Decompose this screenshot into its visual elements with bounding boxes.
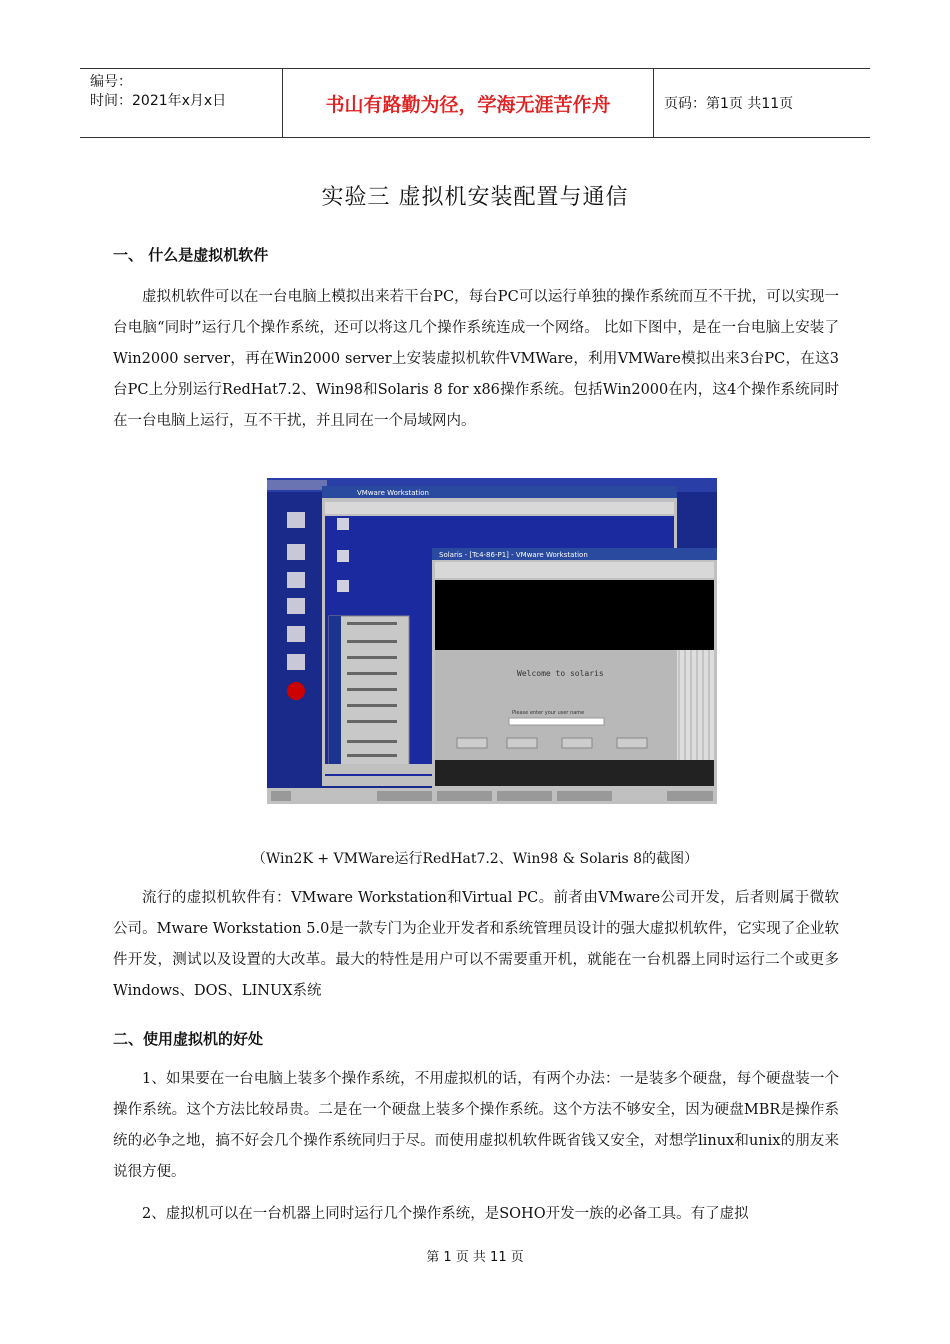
section2-heading: 二、使用虚拟机的好处 [113, 1030, 264, 1048]
page-footer: 第 1 页 共 11 页 [426, 1250, 524, 1265]
vm-window2-title: Solaris - [Tc4-86-P1] - VMware Workstation [439, 551, 588, 559]
header-meta [80, 69, 283, 137]
section2-item1-body: 1、如果要在一台电脑上装多个操作系统，不用虚拟机的话，有两个办法：一是装多个硬盘，每个硬盘装一个操作系统。这个方法比较昂贵。二是在一个硬盘上装多个操作系统。这个方法不够安全，因为硬盘MBR是操作系统的必争之地，搞不好会几个操作系统同归于尽。而使用虚拟机软件既省钱又安全，对想学linux和unix的朋友来说很方便。 [113, 1071, 839, 1180]
header-motto: 书山有路勤为径，学海无涯苦作舟 [283, 69, 654, 137]
header-table [80, 68, 870, 138]
time-label: 时间：2021年x月x日 [90, 93, 227, 109]
vm-window1-title: VMware Workstation [357, 489, 429, 497]
section2-item2-body: 2、虚拟机可以在一台机器上同时运行几个操作系统，是SOHO开发一族的必备工具。有了虚拟 [142, 1206, 749, 1222]
paragraph-2 [113, 883, 839, 1007]
paragraph-2-body: 流行的虚拟机软件有：VMware Workstation和Virtual PC。前者由VMware公司开发，后者则属于微软公司。Mware Workstation 5.0是一款专门为企业开发者和系统管理员设计的强大虚拟机软件，它实现了企业软件开发，测试以及设置的大改革。最大的特性是用户可以不需要重开机，就能在一台机器上同时运行二个或更多Windows、DOS、LINUX系统 [113, 890, 839, 999]
section2-item1 [113, 1064, 839, 1188]
solaris-welcome-text: Welcome to solaris [517, 669, 604, 678]
number-label: 编号： [90, 74, 132, 90]
section1-paragraph [113, 282, 839, 437]
vm-screenshot-image [267, 478, 717, 804]
document-title: 实验三 虚拟机安装配置与通信 [321, 185, 629, 210]
figure-caption: （Win2K + VMWare运行RedHat7.2、Win98 & Solaris 8的截图） [251, 851, 699, 867]
section2-item2 [113, 1199, 839, 1230]
solaris-prompt-text: Please enter your user name [512, 710, 585, 716]
section1-heading: 一、 什么是虚拟机软件 [113, 246, 269, 264]
header-page-label: 页码：第1页 共11页 [664, 96, 794, 112]
section1-body: 虚拟机软件可以在一台电脑上模拟出来若干台PC，每台PC可以运行单独的操作系统而互不干扰，可以实现一台电脑“同时”运行几个操作系统，还可以将这几个操作系统连成一个网络。 比如下图中，是在一台电脑上安装了Win2000 server，再在Win2000 server上安装虚拟机软件VMWare，利用VMWare模拟出来3台PC，在这3台PC上分别运行RedHat7.2、Win98和Solaris 8 for x86操作系统。包括Win2000在内，这4个操作系统同时在一台电脑上运行，互不干扰，并且同在一个局域网内。 [113, 289, 839, 429]
